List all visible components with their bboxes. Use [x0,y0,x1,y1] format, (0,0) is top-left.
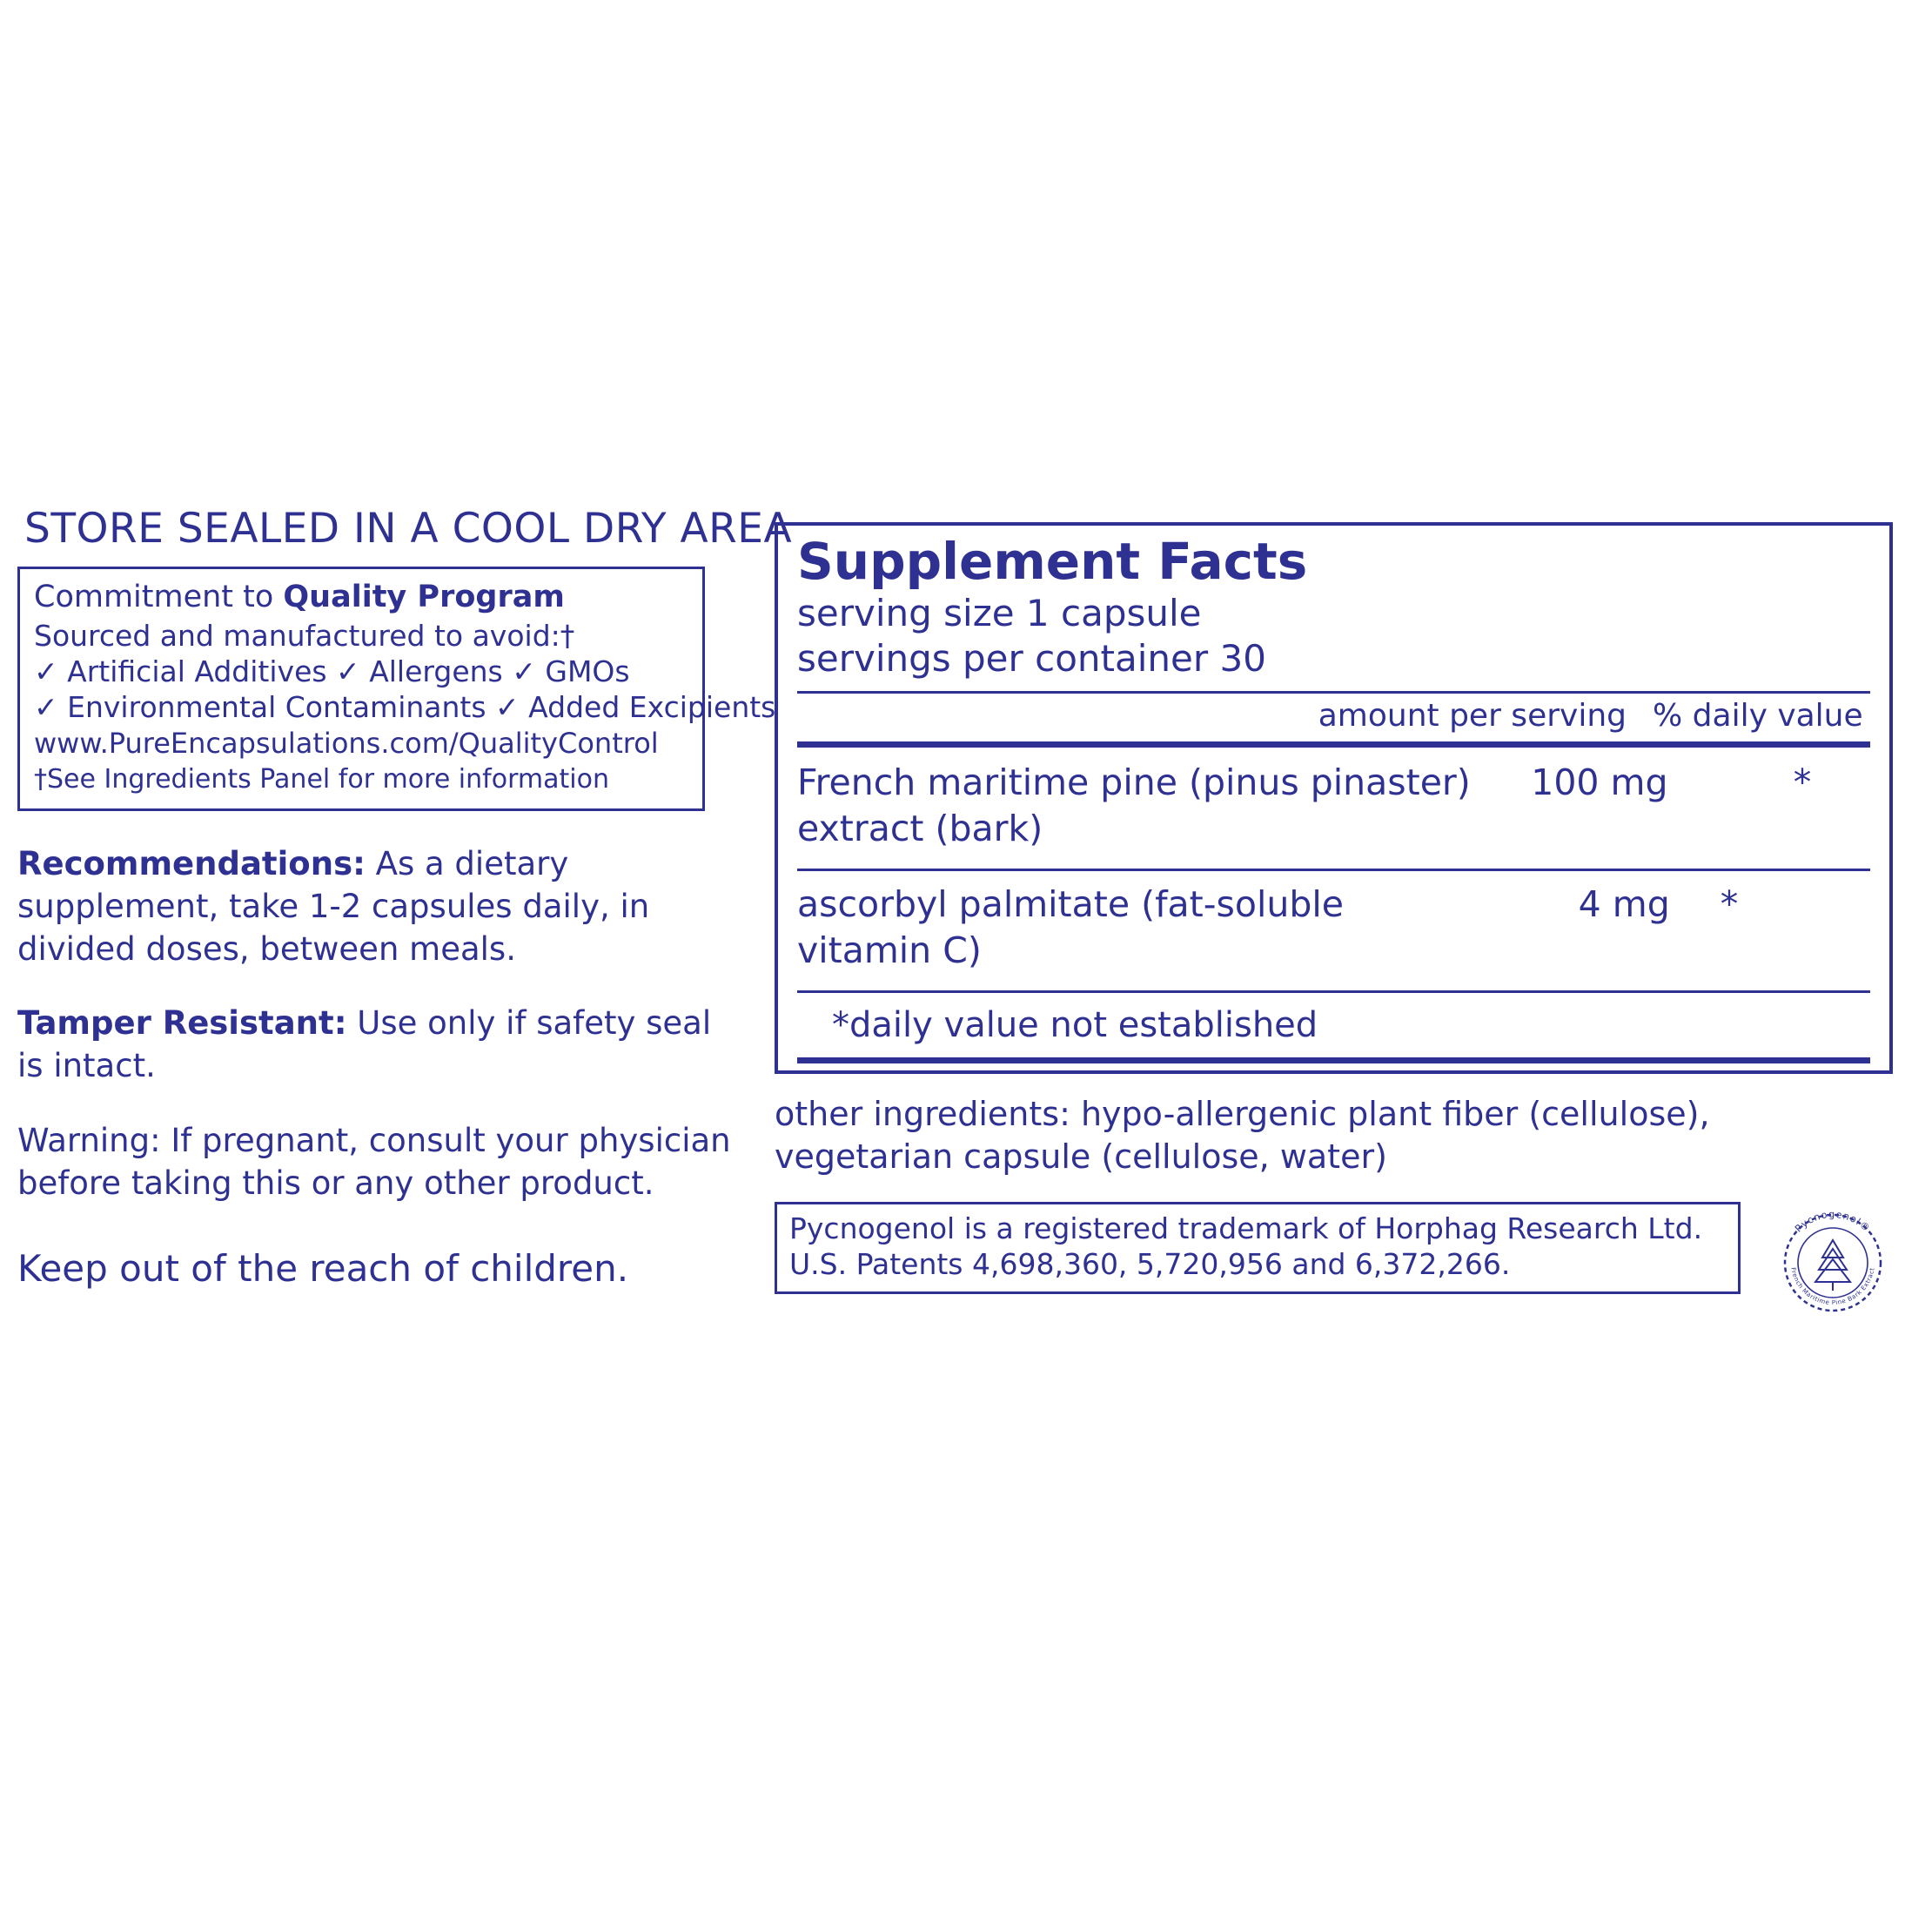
quality-program-title [34,580,688,615]
rule-above-dv-note [797,990,1870,993]
pycnogenol-seal-icon [1768,1198,1897,1327]
supplement-facts-column-headers [797,699,1870,737]
nutrient-name: ascorbyl palmitate (fat-soluble vitamin C) [797,883,1344,971]
column-header-amount: amount per serving [1318,697,1627,734]
trademark-notice-box: Pycnogenol is a registered trademark of Horphag Research Ltd. U.S. Patents 4,698,360, 5,720,956 and 6,372,266. [775,1202,1741,1294]
daily-value-footnote: *daily value not established [832,1005,1318,1046]
nutrient-amount: 4 mg [1578,883,1670,926]
nutrient-daily-value: * [1793,761,1812,804]
recommendations-paragraph [17,842,740,971]
nutrient-daily-value: * [1720,883,1739,926]
keep-out-of-reach-text: Keep out of the reach of children. [17,1247,629,1291]
servings-per-container-text: servings per container 30 [797,637,1266,681]
column-header-daily-value: % daily value [1653,697,1863,734]
warning-paragraph [17,1119,740,1204]
rule-between-rows [797,869,1870,871]
svg-text:Pycnogenol®: Pycnogenol® [1793,1208,1873,1235]
nutrient-amount: 100 mg [1531,761,1668,804]
quality-avoid-line-1: ✓ Artificial Additives ✓ Allergens ✓ GMOs [34,654,630,689]
quality-title-prefix: Commitment to [34,580,284,614]
rule-above-column-headers [797,691,1870,694]
serving-size-text: serving size 1 capsule [797,591,1202,634]
tamper-resistant-paragraph [17,1002,740,1087]
tamper-text: Use only if safety seal is intact. [17,1004,712,1085]
commitment-to-quality-box [17,567,776,811]
quality-footnote: †See Ingredients Panel for more information [34,763,609,795]
trademark-row [775,1202,1897,1306]
warning-text: If pregnant, consult your physician before taking this or any other product. [17,1121,731,1202]
recommendations-label: Recommendations: [17,844,366,882]
rule-bottom-of-panel [797,1057,1870,1063]
recommendations-text: As a dietary supplement, take 1-2 capsules daily, in divided doses, between meals. [17,844,650,969]
other-ingredients-text: other ingredients: hypo-allergenic plant fiber (cellulose), vegetarian capsule (cellulose, water) [775,1095,1710,1177]
quality-control-url[interactable]: www.PureEncapsulations.com/QualityControl [34,727,659,761]
left-info-panel [17,505,793,1293]
quality-title-bold: Quality Program [283,580,565,614]
table-row [797,876,1870,982]
right-info-panel [775,522,1897,1306]
nutrient-name: French maritime pine (pinus pinaster) extract (bark) [797,761,1471,849]
tamper-label: Tamper Resistant: [17,1004,347,1043]
quality-subtitle: Sourced and manufactured to avoid:† [34,619,575,654]
svg-text:French Maritime Pine Bark Extr: French Maritime Pine Bark Extract [1789,1266,1876,1306]
table-row [797,755,1870,860]
supplement-facts-box [775,522,1893,1074]
rule-below-column-headers [797,741,1870,748]
store-sealed-heading: STORE SEALED IN A COOL DRY AREA [24,505,793,553]
quality-avoid-line-2: ✓ Environmental Contaminants ✓ Added Excipients [34,690,776,725]
warning-label: Warning: [17,1121,161,1159]
supplement-facts-title: Supplement Facts [797,532,1308,591]
